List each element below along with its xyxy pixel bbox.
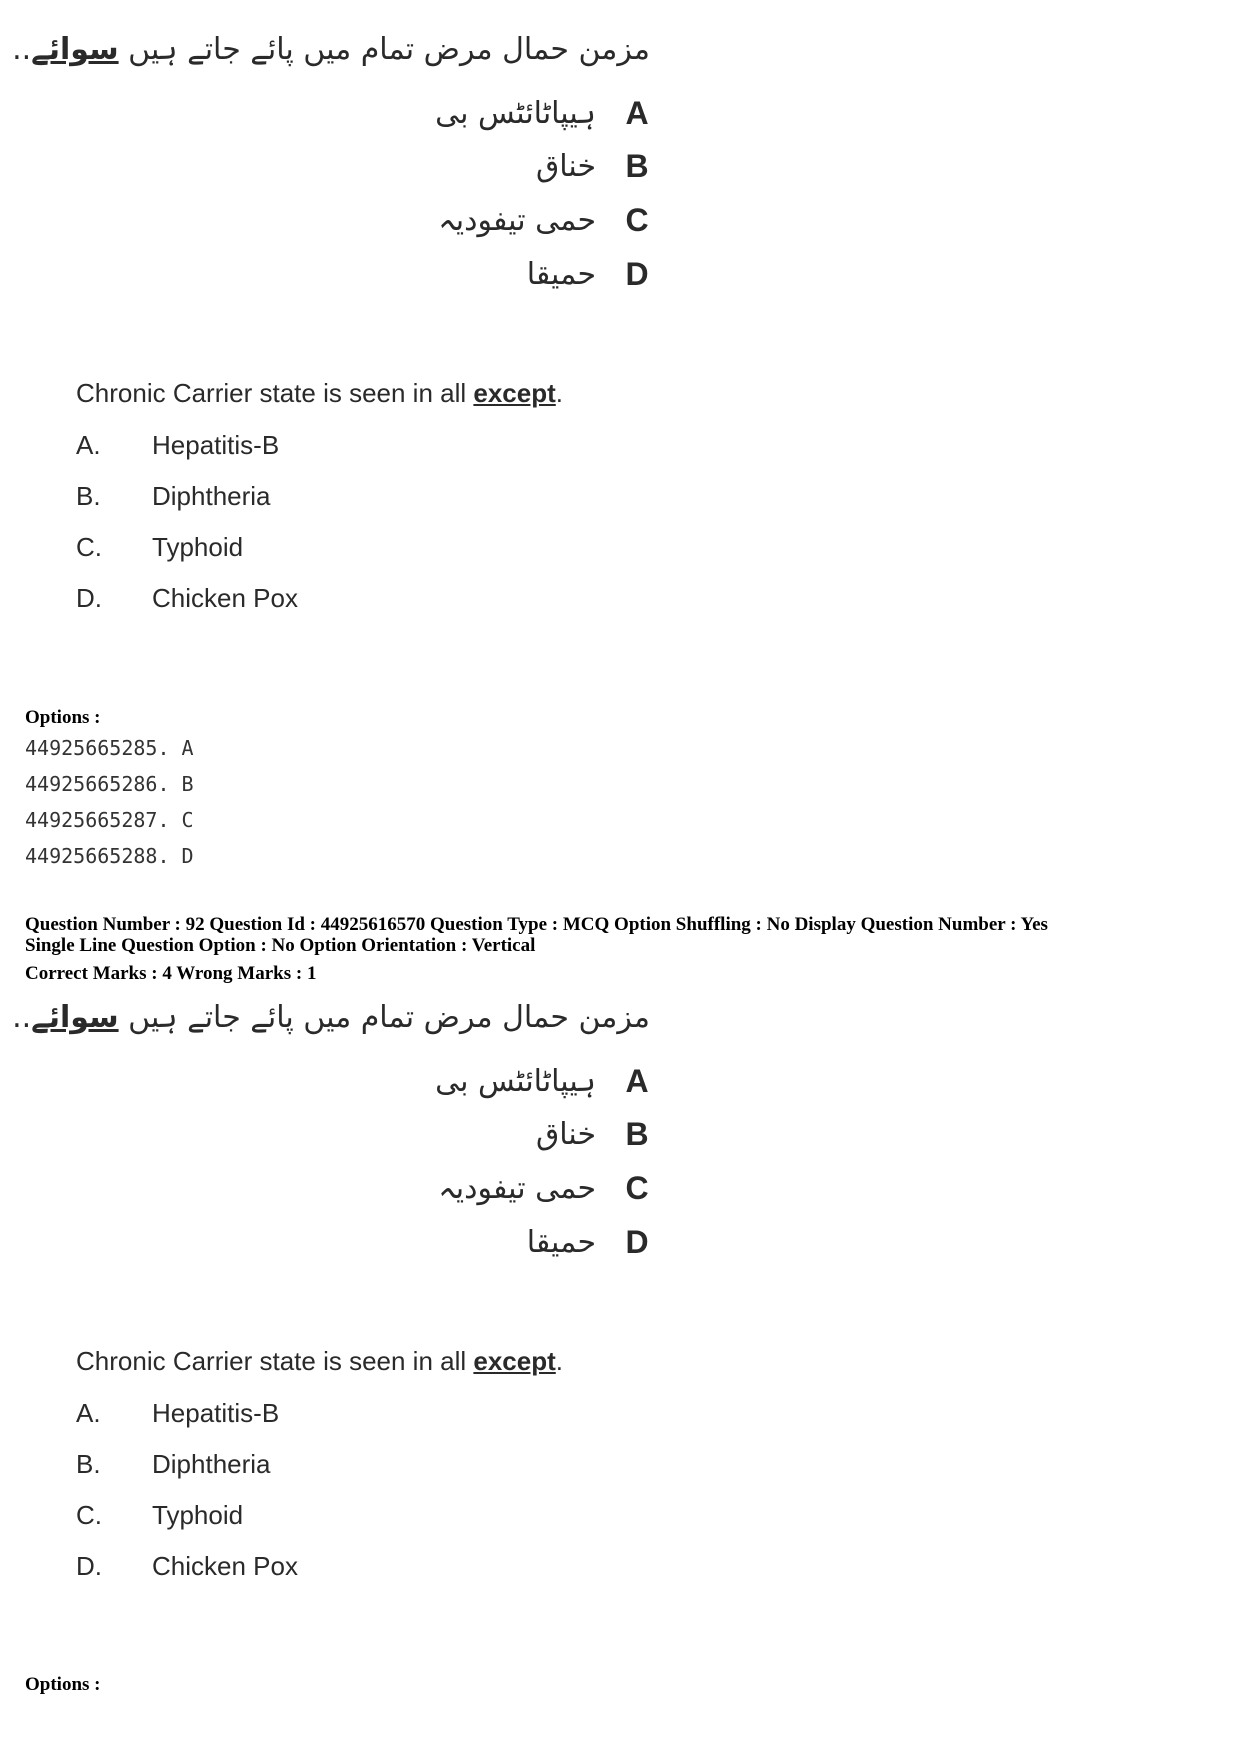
urdu-option-c: حمی تیفودیہ C (438, 1170, 649, 1206)
urdu-option-c: حمی تیفودیہ C (438, 202, 649, 238)
english-option-b: B. Diphtheria (76, 1449, 271, 1479)
english-option-d: D. Chicken Pox (76, 1551, 298, 1581)
question-image-1 (0, 20, 700, 640)
urdu-option-d: حمیقا D (526, 1224, 649, 1260)
english-question-stem: Chronic Carrier state is seen in all except. (76, 1346, 564, 1376)
urdu-stem-text: مزمن حمال مرض تمام میں پائے جاتے ہیں (118, 32, 650, 67)
urdu-stem-emphasis: سوائے (31, 32, 119, 67)
urdu-stem-emphasis: سوائے (31, 1000, 119, 1035)
urdu-option-a: ہیپاٹائٹس بی A (435, 1063, 649, 1099)
option-id-c: 44925665287. C (25, 808, 194, 832)
urdu-option-d: حمیقا D (526, 256, 649, 292)
options-label: Options : (25, 707, 101, 728)
question-meta-line-3: Correct Marks : 4 Wrong Marks : 1 (25, 963, 317, 984)
english-question-stem: Chronic Carrier state is seen in all except. (76, 378, 564, 408)
english-option-a: A. Hepatitis-B (76, 430, 280, 460)
question-meta-line-2: Single Line Question Option : No Option Orientation : Vertical (25, 935, 536, 956)
english-option-d: D. Chicken Pox (76, 583, 298, 613)
english-option-a: A. Hepatitis-B (76, 1398, 280, 1428)
urdu-question-stem (0, 32, 700, 67)
urdu-stem-text: مزمن حمال مرض تمام میں پائے جاتے ہیں (118, 1000, 650, 1035)
option-id-d: 44925665288. D (25, 844, 194, 868)
question-meta-line-1: Question Number : 92 Question Id : 44925616570 Question Type : MCQ Option Shuffling : No Display Question Number : Yes (25, 914, 1048, 935)
english-option-c: C. Typhoid (76, 1500, 244, 1530)
english-stem-emphasis: except (473, 1346, 556, 1376)
urdu-option-b: خناق B (535, 1116, 649, 1152)
english-option-c: C. Typhoid (76, 532, 244, 562)
english-option-b: B. Diphtheria (76, 481, 271, 511)
option-id-a: 44925665285. A (25, 736, 194, 760)
question-image-2 (0, 988, 700, 1608)
urdu-stem-end: .. (12, 1000, 32, 1035)
english-stem-emphasis: except (473, 378, 556, 408)
urdu-option-b: خناق B (535, 148, 649, 184)
urdu-option-a: ہیپاٹائٹس بی A (435, 95, 649, 131)
urdu-stem-end: .. (12, 32, 32, 67)
options-label-2: Options : (25, 1674, 101, 1695)
option-id-b: 44925665286. B (25, 772, 194, 796)
urdu-question-stem (0, 1000, 700, 1035)
